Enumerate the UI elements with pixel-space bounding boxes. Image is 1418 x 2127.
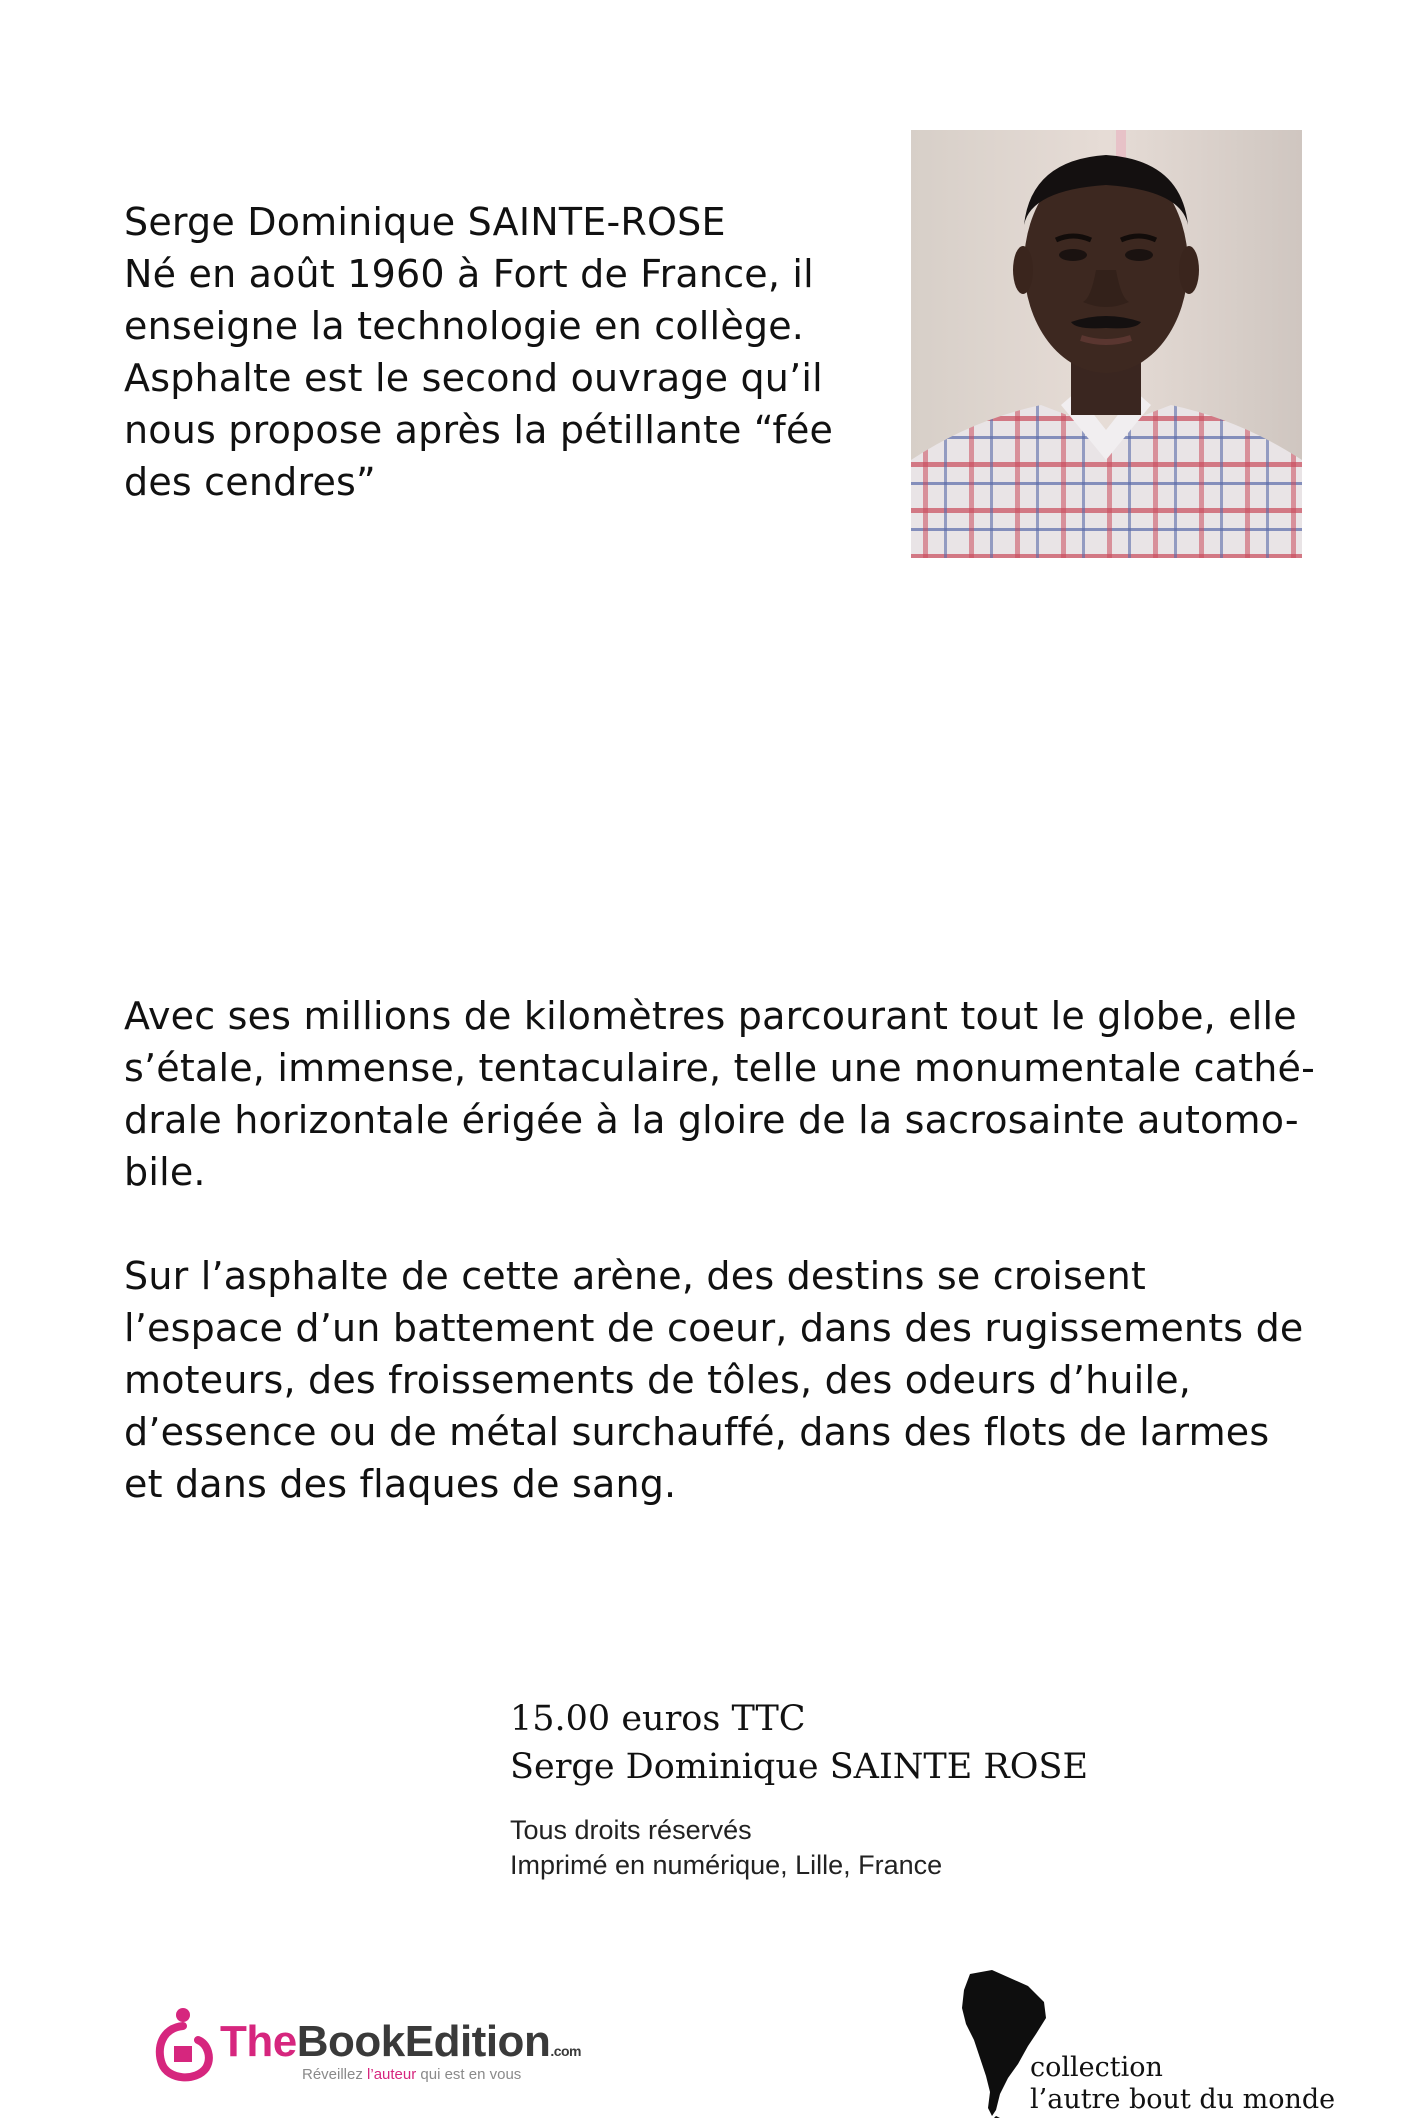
author-portrait	[911, 130, 1302, 558]
colophon	[510, 1695, 1210, 1883]
tagline-start: Réveillez	[302, 2066, 368, 2083]
blurb-line: bile.	[124, 1150, 206, 1194]
thebookedition-logo	[152, 2006, 612, 2096]
rights-notice	[510, 1813, 1210, 1883]
author-bio-line: enseigne la technologie en collège.	[124, 304, 805, 348]
author-bio-line: nous propose après la pétillante “fée	[124, 408, 834, 452]
wordmark-the: The	[220, 2017, 297, 2066]
collection-name	[1030, 2052, 1335, 2116]
blurb-line: et dans des flaques de sang.	[124, 1462, 677, 1506]
author-bio-line: Serge Dominique SAINTE-ROSE	[124, 200, 726, 244]
blurb-paragraph	[124, 990, 1324, 1198]
collection-label: collection	[1030, 2052, 1163, 2083]
author-bio-line: Né en août 1960 à Fort de France, il	[124, 252, 814, 296]
back-cover-blurb	[124, 990, 1324, 1510]
rights-reserved: Tous droits réservés	[510, 1815, 752, 1845]
price: 15.00 euros TTC	[510, 1699, 806, 1739]
wordmark-bookedition: BookEdition	[296, 2017, 551, 2066]
reading-figure-icon	[152, 2006, 214, 2086]
tagline-end: qui est en vous	[416, 2066, 522, 2083]
colophon-author: Serge Dominique SAINTE ROSE	[510, 1747, 1088, 1787]
author-bio-line: des cendres”	[124, 460, 376, 504]
blurb-paragraph	[124, 1250, 1324, 1510]
author-bio	[124, 196, 884, 508]
collection-title: l’autre bout du monde	[1030, 2084, 1336, 2115]
blurb-line: Avec ses millions de kilomètres parcourant tout le globe, elle	[124, 994, 1297, 1038]
collection-logo	[958, 1968, 1338, 2118]
publisher-tagline	[302, 2066, 521, 2083]
tagline-highlight: l’auteur	[367, 2066, 417, 2083]
blurb-line: moteurs, des froissements de tôles, des odeurs d’huile,	[124, 1358, 1192, 1402]
blurb-line: s’étale, immense, tentaculaire, telle une monumentale cathé-	[124, 1046, 1316, 1090]
blurb-line: Sur l’asphalte de cette arène, des destins se croisent	[124, 1254, 1147, 1298]
wordmark-com: .com	[550, 2043, 582, 2059]
blurb-line: d’essence ou de métal surchauffé, dans des flots de larmes	[124, 1410, 1270, 1454]
author-photo	[911, 130, 1302, 558]
blurb-line: l’espace d’un battement de coeur, dans des rugissements de	[124, 1306, 1304, 1350]
author-bio-line: Asphalte est le second ouvrage qu’il	[124, 356, 823, 400]
print-location: Imprimé en numérique, Lille, France	[510, 1850, 943, 1880]
blurb-line: drale horizontale érigée à la gloire de la sacrosainte automo-	[124, 1098, 1299, 1142]
